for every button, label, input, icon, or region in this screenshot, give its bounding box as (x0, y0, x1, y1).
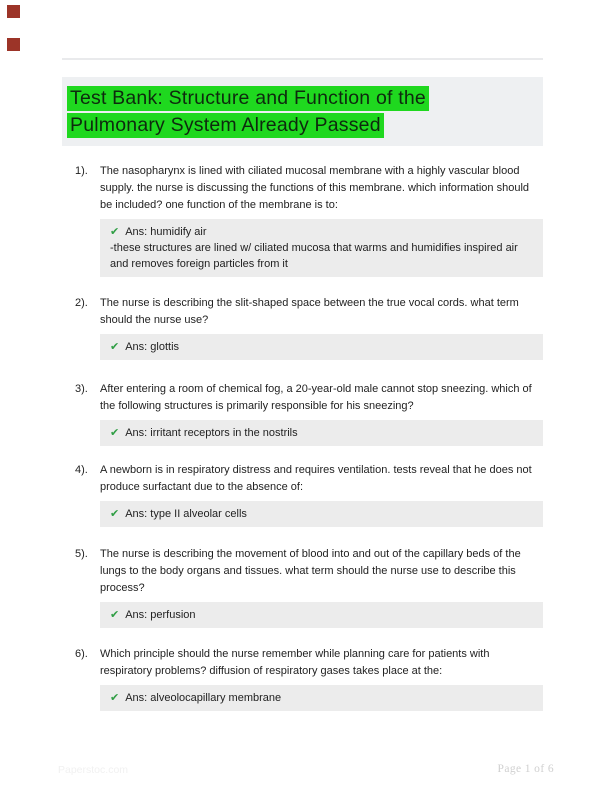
check-icon: ✔ (110, 609, 120, 621)
check-icon: ✔ (110, 226, 120, 238)
question-1 (62, 163, 543, 277)
question-number: 1). (75, 165, 88, 177)
page-title (62, 85, 429, 139)
answer-text: Ans: alveolocapillary membrane (125, 692, 282, 704)
red-marker-icon (7, 38, 20, 51)
check-icon: ✔ (110, 508, 120, 520)
page-number: Page 1 of 6 (497, 763, 554, 775)
answer-box (100, 334, 543, 360)
answer-box (100, 501, 543, 527)
answer-text: Ans: humidify air (125, 226, 207, 238)
answer-text: Ans: type II alveolar cells (125, 508, 247, 520)
question-2 (62, 295, 543, 360)
question-number: 6). (75, 648, 88, 660)
answer-text: Ans: perfusion (125, 609, 196, 621)
answer-box (100, 685, 543, 711)
answer-note: -these structures are lined w/ ciliated mucosa that warms and humidifies inspired air and removes foreign particles from it (110, 242, 518, 270)
question-text: The nurse is describing the movement of blood into and out of the capillary beds of the lungs to the body organs and tissues. what term should the nurse use to describe this process? (100, 548, 521, 594)
answer-box (100, 602, 543, 628)
title-highlight-line2: Pulmonary System Already Passed (67, 113, 384, 138)
answer-box (100, 219, 543, 277)
question-text: A newborn is in respiratory distress and requires ventilation. tests reveal that he does not produce surfactant due to the absence of: (100, 464, 532, 493)
answer-text: Ans: glottis (125, 341, 180, 353)
question-6 (62, 646, 543, 711)
question-5 (62, 546, 543, 628)
divider (62, 58, 543, 60)
question-text: Which principle should the nurse remember while planning care for patients with respiratory problems? diffusion of respiratory gases takes place at the: (100, 648, 490, 677)
answer-box (100, 420, 543, 446)
red-marker-icon (7, 5, 20, 18)
watermark: Paperstoc.com (58, 764, 129, 776)
question-text: The nasopharynx is lined with ciliated mucosal membrane with a highly vascular blood supply. the nurse is discussing the functions of this membrane. which information should be included? one function of the membrane is to: (100, 165, 530, 211)
question-number: 2). (75, 297, 88, 309)
question-text: After entering a room of chemical fog, a 20-year-old male cannot stop sneezing. which of the following structures is primarily responsible for his sneezing? (100, 383, 532, 412)
check-icon: ✔ (110, 341, 120, 353)
question-text: The nurse is describing the slit-shaped space between the true vocal cords. what term should the nurse use? (100, 297, 519, 326)
check-icon: ✔ (110, 427, 120, 439)
title-highlight-line1: Test Bank: Structure and Function of the (67, 86, 429, 111)
question-number: 4). (75, 464, 88, 476)
title-band (62, 77, 543, 146)
check-icon: ✔ (110, 692, 120, 704)
question-number: 3). (75, 383, 88, 395)
question-4 (62, 462, 543, 527)
answer-text: Ans: irritant receptors in the nostrils (125, 427, 298, 439)
question-number: 5). (75, 548, 88, 560)
question-3 (62, 381, 543, 446)
